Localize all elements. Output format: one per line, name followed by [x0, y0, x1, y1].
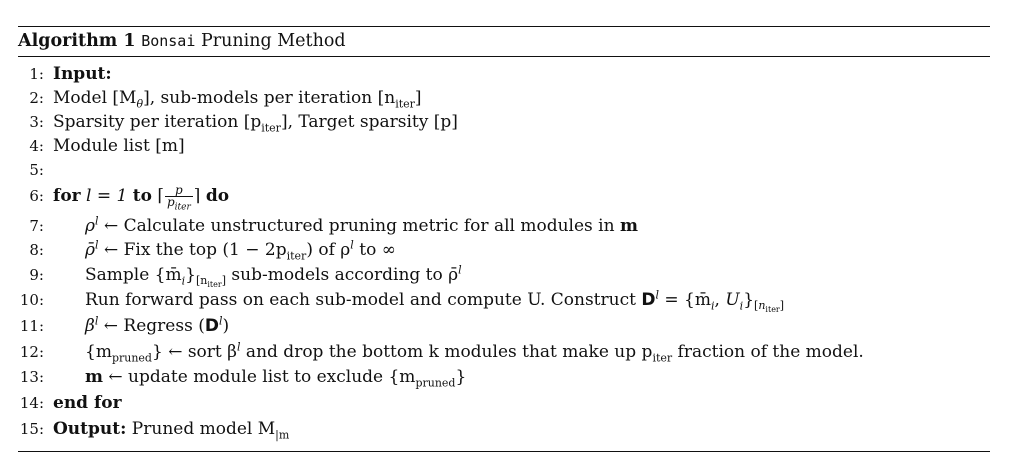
line-number: 8:	[29, 241, 44, 259]
title-rule	[18, 56, 990, 57]
algorithm-name: Bonsai	[141, 32, 196, 50]
line-text: Model $[M_\theta]$, sub-models per iteration $[n_{iter}]$	[53, 88, 422, 111]
end-for-keyword: end for	[53, 393, 122, 413]
line-number: 1:	[29, 65, 44, 83]
line-text: Run forward pass on each sub-model and compute U. Construct $D^l$ = {$m̄_i$, $U_i\}_{[n_{iter}]}$	[85, 288, 785, 315]
line-text: $\{m_{pruned}\}$ ← sort $\beta^l$ and drop the bottom k modules that make up $p_{iter}$ fraction of the model.	[85, 340, 864, 365]
line-number: 15:	[19, 420, 44, 438]
top-rule	[18, 26, 990, 27]
bottom-rule	[18, 451, 990, 452]
line-number: 9:	[29, 266, 44, 284]
line-text: Module list [m]	[53, 136, 185, 156]
line-number: 6:	[29, 187, 44, 205]
line-number: 5:	[29, 161, 44, 179]
input-keyword: Input:	[53, 64, 112, 84]
line-number: 2:	[29, 89, 44, 107]
line-number: 12:	[19, 343, 44, 361]
line-number: 11:	[19, 317, 44, 335]
line-text: Output: Pruned model $M_{|m}$	[53, 419, 290, 442]
line-text: ρ̄$^l$ ← Fix the top $(1 - 2p_{iter})$ of $\rho^l$ to ∞	[85, 238, 396, 263]
line-number: 14:	[19, 394, 44, 412]
line-text: Sample $\{m̄_i\}_{[n_{iter}]}$ sub-models according to ρ̄$^l$	[85, 263, 462, 290]
algorithm-label: Algorithm 1	[18, 31, 136, 51]
line-text: m ← update module list to exclude $\{m_{pruned}\}$	[85, 367, 467, 390]
line-text: $\rho^l$ ← Calculate unstructured pruning metric for all modules in m	[85, 214, 638, 236]
line-number: 4:	[29, 137, 44, 155]
fraction: $\frac{p}{p_{iter}}$	[166, 183, 191, 213]
line-number: 3:	[29, 113, 44, 131]
line-text: Sparsity per iteration $[p_{iter}]$, Target sparsity [p]	[53, 112, 458, 135]
line-number: 7:	[29, 217, 44, 235]
line-number: 10:	[19, 291, 44, 309]
algorithm-title	[18, 30, 346, 52]
for-loop-header: for l = 1 to ⌈ $\frac{p}{p_{iter}}$ ⌉ do	[53, 183, 230, 213]
line-number: 13:	[19, 368, 44, 386]
algorithm-title-rest: Pruning Method	[200, 31, 346, 51]
line-text: $\beta^l$ ← Regress $(D^l)$	[85, 314, 230, 336]
